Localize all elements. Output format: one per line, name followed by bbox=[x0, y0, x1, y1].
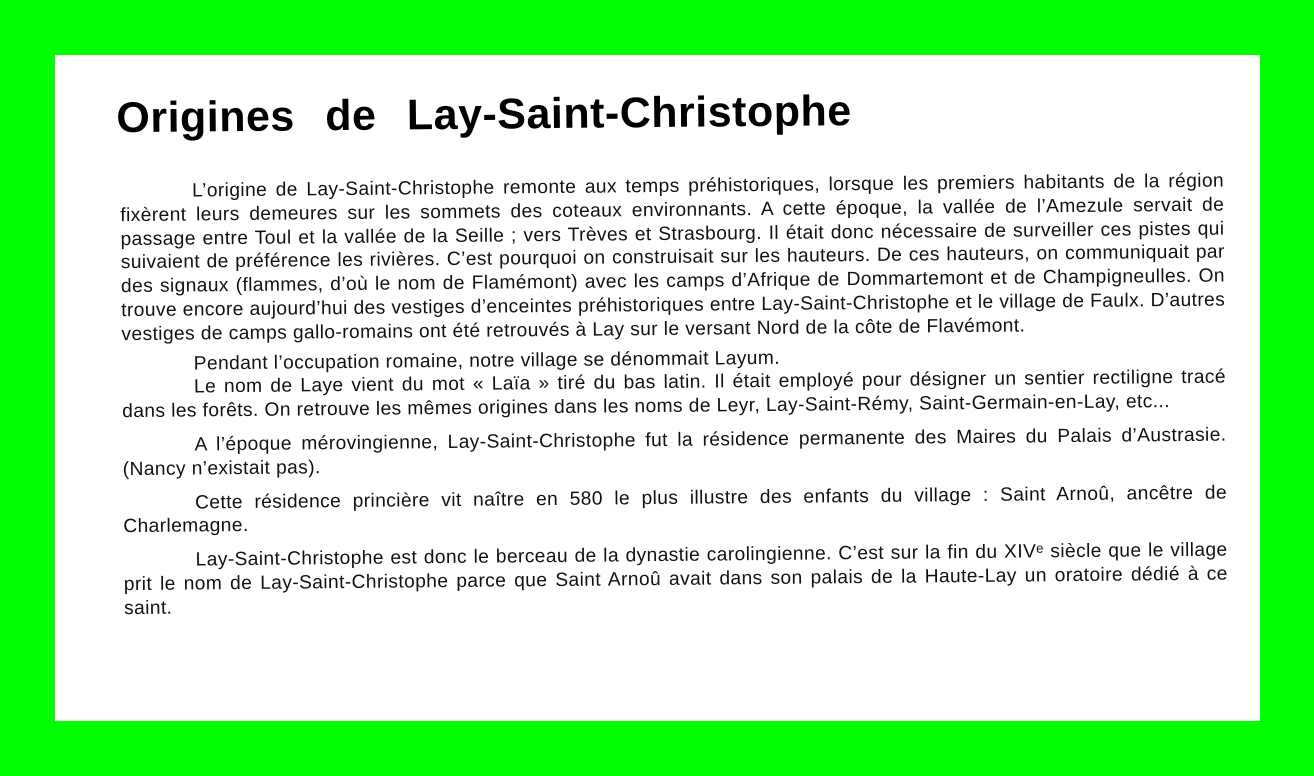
paragraph-saint-arnou: Cette résidence princière vit naître en 580 le plus illustre des enfants du village : Saint Arnoû, ancêtre de Charlemagne. bbox=[123, 482, 1228, 538]
scan-content bbox=[55, 55, 1260, 721]
document-body bbox=[120, 170, 1228, 621]
paragraph-prehistory: L’origine de Lay-Saint-Christophe remonte aux temps préhistoriques, lorsque les premiers habitants de la région fixèrent leurs demeures sur les sommets des coteaux environnants. A cette époque, la vallée de l’Amezule servait de passage entre Toul et la vallée de la Seille ; vers Trèves et Strasbourg. Il était donc nécessaire de surveiller ces pistes qui suivaient de préférence les rivières. C’est pourquoi on construisait sur les hauteurs. De ces hauteurs, on communiquait par des signaux (flammes, d’où le nom de Flamémont) avec les camps d’Afrique de Dommartemont et de Champigneulles. On trouve encore aujourd’hui des vestiges d’enceintes préhistoriques entre Lay-Saint-Christophe et le village de Faulx. D’autres vestiges de camps gallo-romains ont été retrouvés à Lay sur le versant Nord de la côte de Flavémont. bbox=[120, 170, 1226, 345]
scanned-page bbox=[55, 55, 1260, 721]
paragraph-carolingian: Lay-Saint-Christophe est donc le berceau de la dynastie carolingienne. C’est sur la fin du XIVᵉ siècle que le village prit le nom de Lay-Saint-Christophe parce que Saint Arnoû avait dans son palais de la Haute-Lay un oratoire dédié à ce saint. bbox=[123, 539, 1228, 619]
paragraph-name-origin: Le nom de Laye vient du mot « Laïa » tiré du bas latin. Il était employé pour désigner un sentier rectiligne tracé dans les forêts. On retrouve les mêmes origines dans les noms de Leyr, Lay-Saint-Rémy, Saint-Germain-en-Lay, etc... bbox=[122, 366, 1227, 423]
paragraph-roman-occupation: Pendant l’occupation romaine, notre village se dénommait Layum. bbox=[193, 347, 781, 375]
document-title: Origines de Lay-Saint-Christophe bbox=[116, 87, 852, 143]
paragraph-merovingian: A l’époque mérovingienne, Lay-Saint-Christophe fut la résidence permanente des Maires du Palais d’Austrasie. (Nancy n’existait pas). bbox=[122, 424, 1227, 480]
